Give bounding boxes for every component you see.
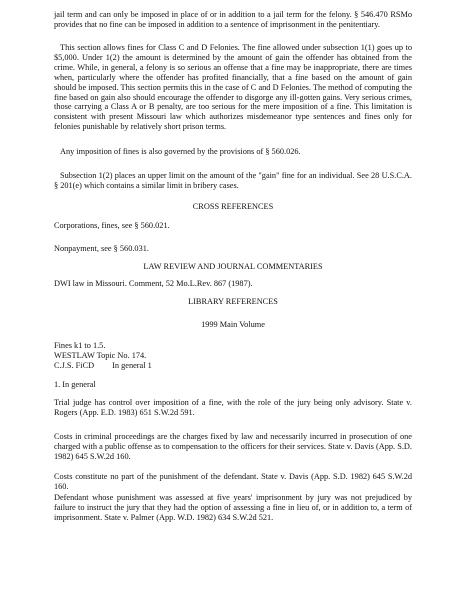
note-paragraph-1: Trial judge has control over imposition of a fine, with the role of the jury being only advisory. State v. Rogers (App. E.D. 1983) 651 S.W.2d 591. — [54, 398, 412, 417]
cross-reference-nonpayment: Nonpayment, see § 560.031. — [54, 244, 149, 253]
note-heading: 1. In general — [54, 380, 96, 389]
heading-law-review: LAW REVIEW AND JOURNAL COMMENTARIES — [143, 262, 323, 271]
note-paragraph-2: Costs in criminal proceedings are the charges fixed by law and necessarily incurred in prosecution of one charged with a public offense as to compensation to the officers for their services. State v. Davis (App. S.D. 1982) 645 S.W.2d 160. — [54, 432, 412, 461]
library-line-fines: Fines k1 to 1.5. — [54, 341, 106, 350]
note-paragraph-3: Costs constitute no part of the punishment of the defendant. State v. Davis (App. S.D. 1982) 645 S.W.2d 160. — [54, 472, 412, 491]
paragraph-governed: Any imposition of fines is also governed by the provisions of § 560.026. — [60, 147, 301, 156]
library-volume: 1999 Main Volume — [201, 320, 265, 329]
heading-library-references: LIBRARY REFERENCES — [188, 297, 278, 306]
paragraph-intro: jail term and can only be imposed in place of or in addition to a jail term for the felony. § 546.470 RSMo provides that no fine can be imposed in addition to a sentence of imprisonment in the penitentiary. — [54, 10, 412, 29]
heading-cross-references: CROSS REFERENCES — [192, 202, 274, 211]
cross-reference-corporations: Corporations, fines, see § 560.021. — [54, 221, 170, 230]
library-line-westlaw: WESTLAW Topic No. 174. — [54, 350, 147, 360]
library-cjs-section: In general 1 — [112, 360, 152, 370]
library-key-numbers — [54, 341, 412, 371]
paragraph-fine-classes: This section allows fines for Class C and D Felonies. The fine allowed under subsection 1(1) goes up to $5,000. Under 1(2) the amount is determined by the amount of gain the offender has obtained from the crime. While, in general, a felony is so serious an offense that a fine may be inappropriate, there are times when, particularly where the offender has profited financially, that a fine based on the amount of gain should be imposed. This section permits this in the case of C and D Felonies. The method of computing the fine based on gain also should encourage the offender to disgorge any ill-gotten gains. Very serious crimes, those carrying a Class A or B penalty, are too serious for the mere imposition of a fine. This limitation is consistent with present Missouri law which authorizes misdemeanor type sentences and fines only for felonies punishable by relatively short prison terms. — [54, 43, 412, 132]
law-review-entry: DWI law in Missouri. Comment, 52 Mo.L.Rev. 867 (1987). — [54, 279, 253, 288]
library-line-cjs — [54, 361, 412, 371]
paragraph-subsection: Subsection 1(2) places an upper limit on the amount of the "gain" fine for an individual. See 28 U.S.C.A. § 201(e) which contains a similar limit in bribery cases. — [54, 171, 412, 190]
note-paragraph-4: Defendant whose punishment was assessed at five years' imprisonment by jury was not prejudiced by failure to instruct the jury that they had the option of assessing a fine in lieu of, or in addition to, a term of imprisonment. State v. Palmer (App. W.D. 1982) 634 S.W.2d 521. — [54, 493, 412, 522]
library-cjs-title: C.J.S. FiCD — [54, 360, 95, 370]
